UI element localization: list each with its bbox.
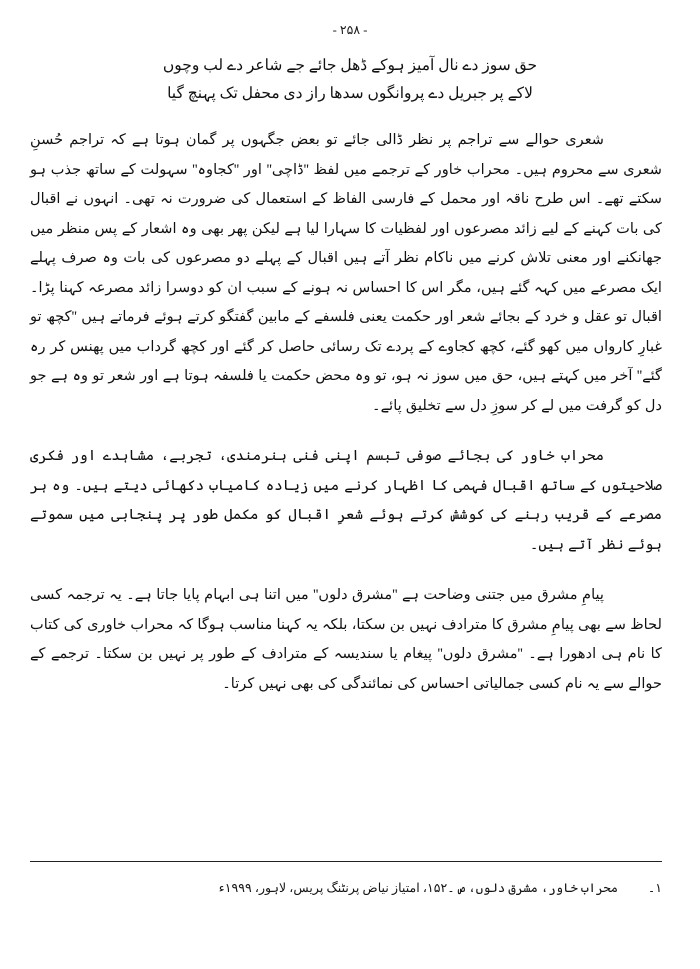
footnote-divider: [30, 861, 662, 862]
body-paragraph-3: پیامِ مشرق میں جتنی وضاحت ہے ''مشرق دلوں'' میں اتنا ہی ابہام پایا جاتا ہے۔ یہ ترجمہ کسی لحاظ سے بھی پیامِ مشرق کا مترادف نہیں بن سکتا، بلکہ یہ کہنا مناسب ہوگا کہ محراب خاوری کی کتاب کا نام ہی ادھورا ہے۔ ''مشرق دلوں'' پیغام یا سندیسہ کے مترادف کے طور پر نہیں بن سکتا۔ ترجمے کے حوالے سے یہ نام کسی جمالیاتی احساس کی نمائندگی کی بھی نہیں کرتا۔: [30, 587, 662, 692]
footnote-entry: [30, 878, 662, 898]
body-paragraph-1: شعری حوالے سے تراجم پر نظر ڈالی جائے تو بعض جگہوں پر گمان ہوتا ہے کہ تراجم حُسنِ شعری سے محروم ہیں۔ محراب خاور کے ترجمے میں لفظ ''ڈاچی'' اور ''کجاوہ'' سہولت کے ساتھ جذب ہو سکتے تھے۔ اس طرح ناقہ اور محمل کے فارسی الفاظ کے استعمال کی ضرورت نہ تھی۔ انہوں نے اقبال کی بات کہنے کے لیے زائد مصرعوں اور لفظیات کا سہارا لیا ہے لیکن پھر بھی وہ اشعار کے پس منظر میں جھانکنے اور معنی تلاش کرنے میں ناکام نظر آتے ہیں اقبال کے پہلے دو مصرعوں کی بات وہ صرف پہلے ایک مصرعے میں کہہ گئے ہیں، مگر اس کا احساس نہ ہونے کے سبب ان کو دوسرا زائد مصرعہ کہنا پڑا۔ اقبال تو عقل و خرد کے بجائے شعر اور حکمت یعنی فلسفے کے مابین گفتگو کرتے ہوئے فرماتے ہیں ''کچھ تو غبارِ کارواں میں کھو گئے، کچھ کجاوے کے پردے تک رسائی حاصل کر گئے اور کچھ گرداب میں پھنس کر رہ گئے'' آخر میں کہتے ہیں، حق میں سوز نہ ہو، تو وہ محض حکمت یا فلسفہ ہوتا ہے اور شعر تو وہ ہے جو دل کو گرفت میں لے کر سوزِ دل سے تخلیق پائے۔: [30, 132, 662, 414]
page-number: - ۲۵۸ -: [332, 23, 368, 37]
verse-block: [0, 52, 700, 108]
verse-line-2: لاکے پر جبریل دے پروانگوں سدھا راز دی محفل تک پہنچ گیا: [167, 85, 533, 102]
verse-line-1: حق سوز دے نال آمیز ہوکے ڈھل جائے جے شاعر دے لب وچوں: [162, 57, 538, 74]
body-text: [30, 126, 662, 720]
footnote-text: محراب خاور، مشرق دلوں، ص ۔۱۵۲، امتیاز نیاض پرنٹنگ پریس، لاہور، ۱۹۹۹ء: [218, 881, 618, 895]
footnote-area: [30, 861, 662, 898]
footnote-marker: ۱۔: [647, 881, 662, 895]
body-paragraph-2: محراب خاور کی بجائے صوفی تبسم اپنی فنی ہنرمندی، تجربے، مشاہدے اور فکری صلاحیتوں کے ساتھ اقبال فہمی کا اظہار کرنے میں زیادہ کامیاب دکھائی دیتے ہیں۔ وہ ہر مصرعے کے قریب رہنے کی کوشش کرتے ہوئے شعرِ اقبال کو مکمل طور پر پنجابی میں سموتے ہوئے نظر آتے ہیں۔: [30, 448, 662, 553]
